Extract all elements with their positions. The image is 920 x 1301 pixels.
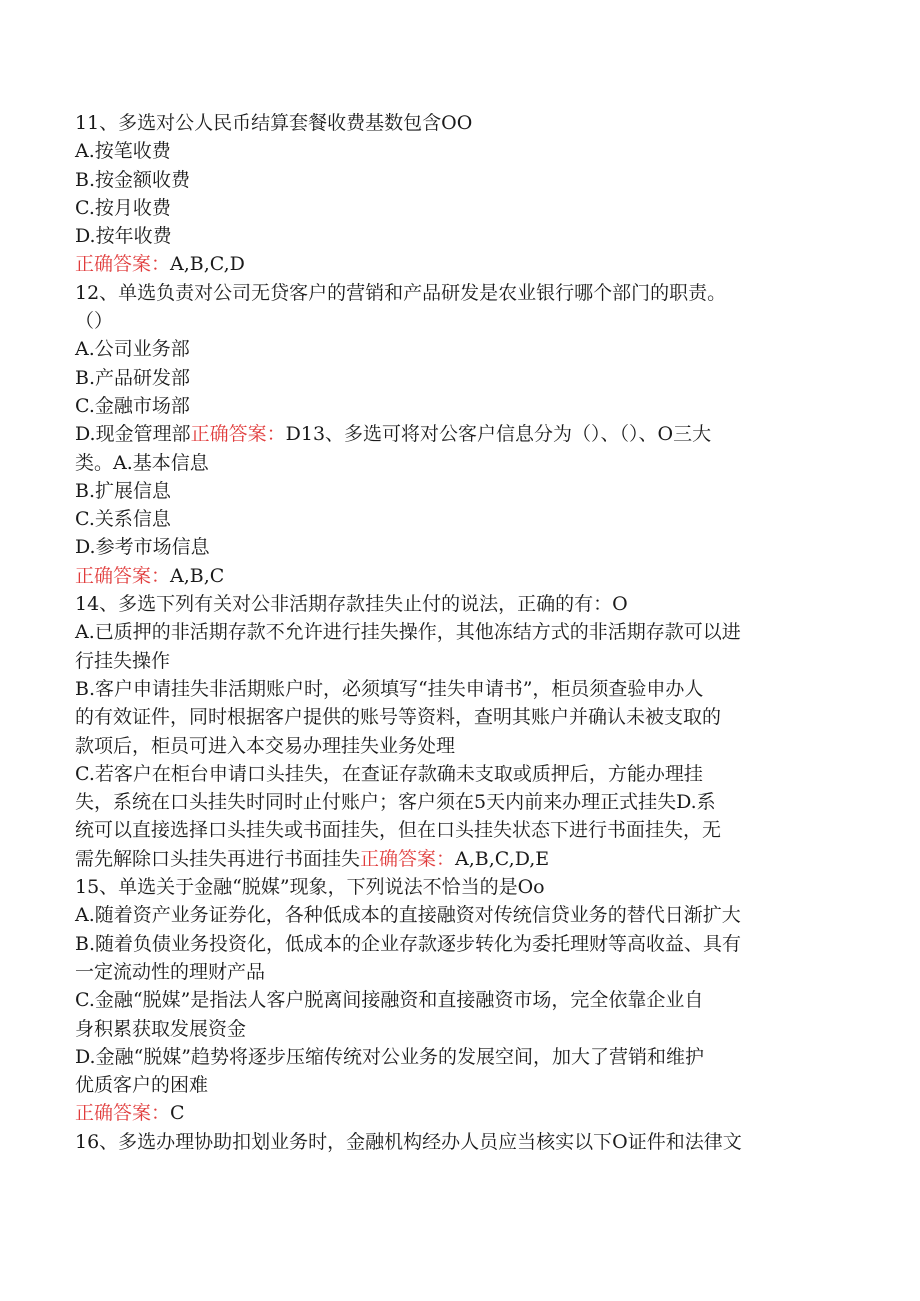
question-14-last-line: [75, 845, 850, 873]
question-14-option-d-end: 需先解除口头挂失再进行书面挂失: [75, 847, 361, 870]
question-13-stem-cont-line: [75, 449, 850, 477]
question-12-stem-cont: （）: [75, 310, 114, 333]
answer-value: A,B,C,D: [170, 253, 245, 276]
answer-value: D: [285, 423, 301, 446]
answer-label: 正确答案：: [360, 847, 456, 870]
question-15-answer: [75, 1099, 850, 1127]
question-12-option-d-line: [75, 420, 850, 448]
question-13-option-c: C.关系信息: [75, 508, 171, 531]
question-15-line: 一定流动性的理财产品: [75, 960, 266, 983]
question-15-line: D.金融“脱媒”趋势将逐步压缩传统对公业务的发展空间，加大了营销和维护: [75, 1045, 705, 1068]
question-12-option-d: D.现金管理部: [75, 423, 191, 446]
question-14-line: 统可以直接选择口头挂失或书面挂失，但在口头挂失状态下进行书面挂失，无: [75, 819, 722, 842]
question-14-line: 款项后，柜员可进入本交易办理挂失业务处理: [75, 734, 456, 757]
question-13-stem: 13、多选可将对公客户信息分为（）、（）、O三大: [300, 423, 712, 446]
answer-label: 正确答案：: [190, 423, 286, 446]
question-14-stem: 14、多选下列有关对公非活期存款挂失止付的说法，正确的有：O: [75, 593, 628, 616]
question-15-line: A.随着资产业务证券化，各种低成本的直接融资对传统信贷业务的替代日渐扩大: [75, 904, 741, 927]
question-14-line: A.已质押的非活期存款不允许进行挂失操作，其他冻结方式的非活期存款可以进: [75, 621, 741, 644]
question-12-option-a: A.公司业务部: [75, 338, 190, 361]
question-15-stem: 15、单选关于金融“脱媒”现象，下列说法不恰当的是Oo: [75, 876, 545, 899]
answer-label: 正确答案：: [75, 1102, 171, 1125]
question-11-option-c: C.按月收费: [75, 196, 171, 219]
question-11-option-d: D.按年收费: [75, 225, 172, 248]
question-15-line: B.随着负债业务投资化，低成本的企业存款逐步转化为委托理财等高收益、具有: [75, 932, 742, 955]
question-14-line: 失，系统在口头挂失时同时止付账户；客户须在5天内前来办理正式挂失D.系: [75, 791, 716, 814]
question-14-line: C.若客户在柜台申请口头挂失，在查证存款确未支取或质押后，方能办理挂: [75, 762, 703, 785]
answer-value: A,B,C,D,E: [455, 847, 550, 870]
question-12-stem: 12、单选负责对公司无贷客户的营销和产品研发是农业银行哪个部门的职责。: [75, 281, 727, 304]
answer-value: A,B,C: [170, 564, 225, 587]
question-11-answer: [75, 250, 850, 278]
question-13-option-b: B.扩展信息: [75, 479, 172, 502]
answer-label: 正确答案：: [75, 253, 171, 276]
question-13-stem-cont: 类。: [75, 451, 114, 474]
document-page: [75, 109, 850, 1156]
question-15-line: 身积累获取发展资金: [75, 1017, 247, 1040]
question-14-line: 行挂失操作: [75, 649, 171, 672]
question-13-answer: [75, 562, 850, 590]
question-14-line: B.客户申请挂失非活期账户时，必须填写“挂失申请书”，柜员须查验申办人: [75, 677, 704, 700]
question-15-line: C.金融“脱媒”是指法人客户脱离间接融资和直接融资市场，完全依靠企业自: [75, 989, 704, 1012]
question-11-stem: 11、多选对公人民币结算套餐收费基数包含OO: [75, 112, 473, 134]
question-14-line: 的有效证件，同时根据客户提供的账号等资料，查明其账户并确认未被支取的: [75, 706, 722, 729]
question-12-option-c: C.金融市场部: [75, 394, 190, 417]
answer-label: 正确答案：: [75, 564, 171, 587]
question-12-option-b: B.产品研发部: [75, 366, 191, 389]
answer-value: C: [170, 1102, 185, 1125]
question-11-option-b: B.按金额收费: [75, 168, 191, 191]
question-11-option-a: A.按笔收费: [75, 140, 171, 163]
question-13-option-a: A.基本信息: [113, 451, 209, 474]
question-13-option-d: D.参考市场信息: [75, 536, 210, 559]
question-15-line: 优质客户的困难: [75, 1074, 209, 1097]
question-16-stem: 16、多选办理协助扣划业务时，金融机构经办人员应当核实以下O证件和法律文: [75, 1130, 742, 1153]
